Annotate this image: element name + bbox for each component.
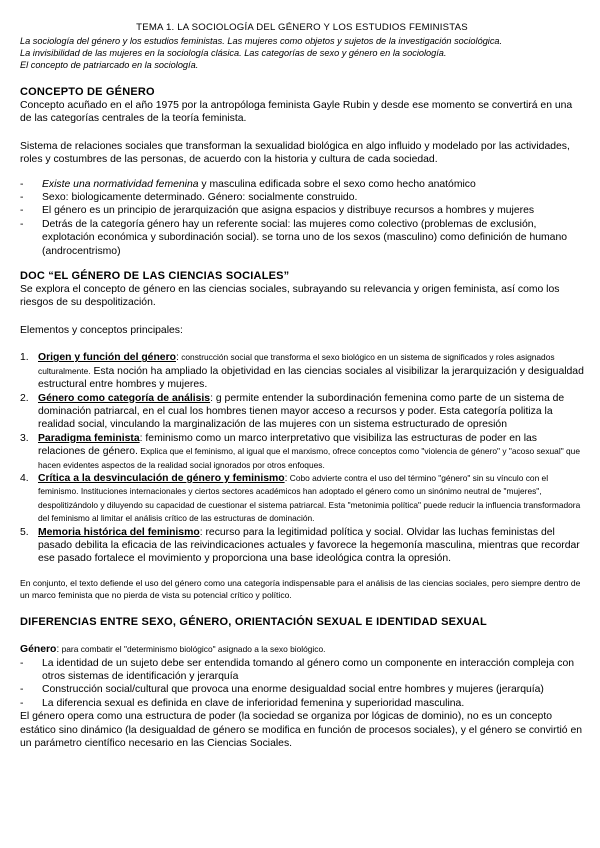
subtitle-line: La invisibilidad de las mujeres en la sociología clásica. Las categorías de sexo y género en la sociología. [20, 48, 447, 58]
document-title: TEMA 1. LA SOCIOLOGÍA DEL GÉNERO Y LOS ESTUDIOS FEMINISTAS [136, 22, 468, 33]
paragraph: Se explora el concepto de género en las ciencias sociales, subrayando su relevancia y origen feminista, así como los riesgos de su despolitización. [20, 284, 560, 309]
paragraph: Elementos y conceptos principales: [20, 324, 183, 336]
item-title: Origen y función del género [38, 352, 176, 364]
section-heading-diferencias: DIFERENCIAS ENTRE SEXO, GÉNERO, ORIENTACIÓN SEXUAL E IDENTIDAD SEXUAL [20, 616, 487, 629]
numbered-list [20, 351, 584, 566]
subtitle-line: La sociología del género y los estudios feministas. Las mujeres como objetos y sujetos de la investigación sociológica. [20, 36, 503, 46]
bullet-list [20, 657, 584, 711]
list-item: - Detrás de la categoría género hay un referente social: las mujeres como colectivo (problemas de exclusión, explotación económica y subordinación social). se torna uno de los sexos (masculino) como definición de humano (androcentrismo) [20, 218, 584, 258]
list-item: 5. Memoria histórica del feminismo: recurso para la legitimidad política y social. Olvidar las luchas feministas del pasado debilita la eficacia de las reivindicaciones actuales y favorece la hegemonía masculina, mientras que recordar ese pasado fortalece el movimiento y proporciona una base ideológica contra la opresión. [20, 526, 580, 565]
conclusion-paragraph: En conjunto, el texto defiende el uso del género como una categoría indispensable para el análisis de las ciencias sociales, pero siempre dentro de un marco feminista que no pierda de vista su potencial crítico y político. [20, 577, 581, 600]
list-item: - Construcción social/cultural que provoca una enorme desigualdad social entre hombres y mujeres (jerarquía) [20, 683, 584, 696]
list-item: - La diferencia sexual es definida en clave de inferioridad femenina y superioridad masculina. [20, 697, 584, 710]
bullet-list [20, 178, 584, 258]
item-title: Crítica a la desvinculación de género y feminismo [38, 472, 285, 484]
paragraph: Sistema de relaciones sociales que transforman la sexualidad biológica en algo influido y modelado por las actividades, roles y costumbres de las personas, de acuerdo con la historia y cultura de cada sociedad. [20, 140, 570, 166]
italic-text: Existe una normatividad femenina [42, 178, 199, 190]
list-item: - El género es un principio de jerarquización que asigna espacios y distribuye recursos a hombres y mujeres [20, 204, 584, 217]
list-item: 4. Crítica a la desvinculación de género y feminismo: Cobo advierte contra el uso del término "género" sin su vínculo con el feminismo. Instituciones internacionales y ciertos sectores académicos han adoptado el género como un sinónimo neutral de "mujeres", despolitizándolo y diluyendo su capacidad de cuestionar el sistema patriarcal. Esta "metonimia política" puede reducir la influencia transformadora del feminismo al limitar el análisis crítico de las estructuras de dominación. [20, 472, 581, 524]
genero-label: Género [20, 644, 57, 656]
genero-definition: Género: para combatir el "determinismo biológico" asignado a la sexo biológico. [20, 644, 326, 656]
item-title: Género como categoría de análisis [38, 392, 211, 404]
section-heading-doc: DOC “EL GÉNERO DE LAS CIENCIAS SOCIALES” [20, 270, 290, 283]
subtitle-line: El concepto de patriarcado en la sociología. [20, 60, 199, 70]
list-item: - La identidad de un sujeto debe ser entendida tomando al género como un componente en interacción compleja con otros sistemas de identificación y jerarquía [20, 657, 584, 684]
item-title: Paradigma feminista [38, 432, 140, 444]
paragraph: Concepto acuñado en el año 1975 por la antropóloga feminista Gayle Rubin y desde ese momento se convertirá en una de las categorías centrales de la teoría feminista. [20, 100, 573, 125]
list-item: 2. Género como categoría de análisis: g permite entender la subordinación femenina como parte de un sistema de dominación patriarcal, en el cual los hombres tienen mayor acceso a recursos y poder. Esta categoría politiza la realidad social, vinculando la marginalización de las mujeres con un sistema estructurado de opresión [20, 392, 565, 431]
list-item: - Sexo: biologicamente determinado. Género: socialmente construido. [20, 191, 584, 204]
list-item: - Existe una normatividad femenina y masculina edificada sobre el sexo como hecho anatómico [20, 178, 584, 191]
section-heading-concepto: CONCEPTO DE GÉNERO [20, 86, 155, 98]
item-title: Memoria histórica del feminismo [38, 526, 200, 538]
paragraph: El género opera como una estructura de poder (la sociedad se organiza por lógicas de dominio), no es un concepto estático sino dinámico (la desigualdad de género se modifica en función de procesos sociales), y el género se convirtió en un parámetro científico necesario en las Ciencias Sociales. [20, 711, 582, 750]
list-item: 1. Origen y función del género: construcción social que transforma el sexo biológico en un sistema de significados y roles asignados culturalmente. Esta noción ha ampliado la objetividad en las ciencias sociales al visibilizar la jerarquización y desigualdad estructural entre hombres y mujeres. [20, 352, 584, 391]
list-item: 3. Paradigma feminista: feminismo como un marco interpretativo que visibiliza las estructuras de poder en las relaciones de género. Explica que el feminismo, al igual que el marxismo, ofrece conceptos como "violencia de género" y "acoso sexual" que hacen evidentes aspectos de la realidad social ignorados por otros enfoques. [20, 432, 580, 470]
